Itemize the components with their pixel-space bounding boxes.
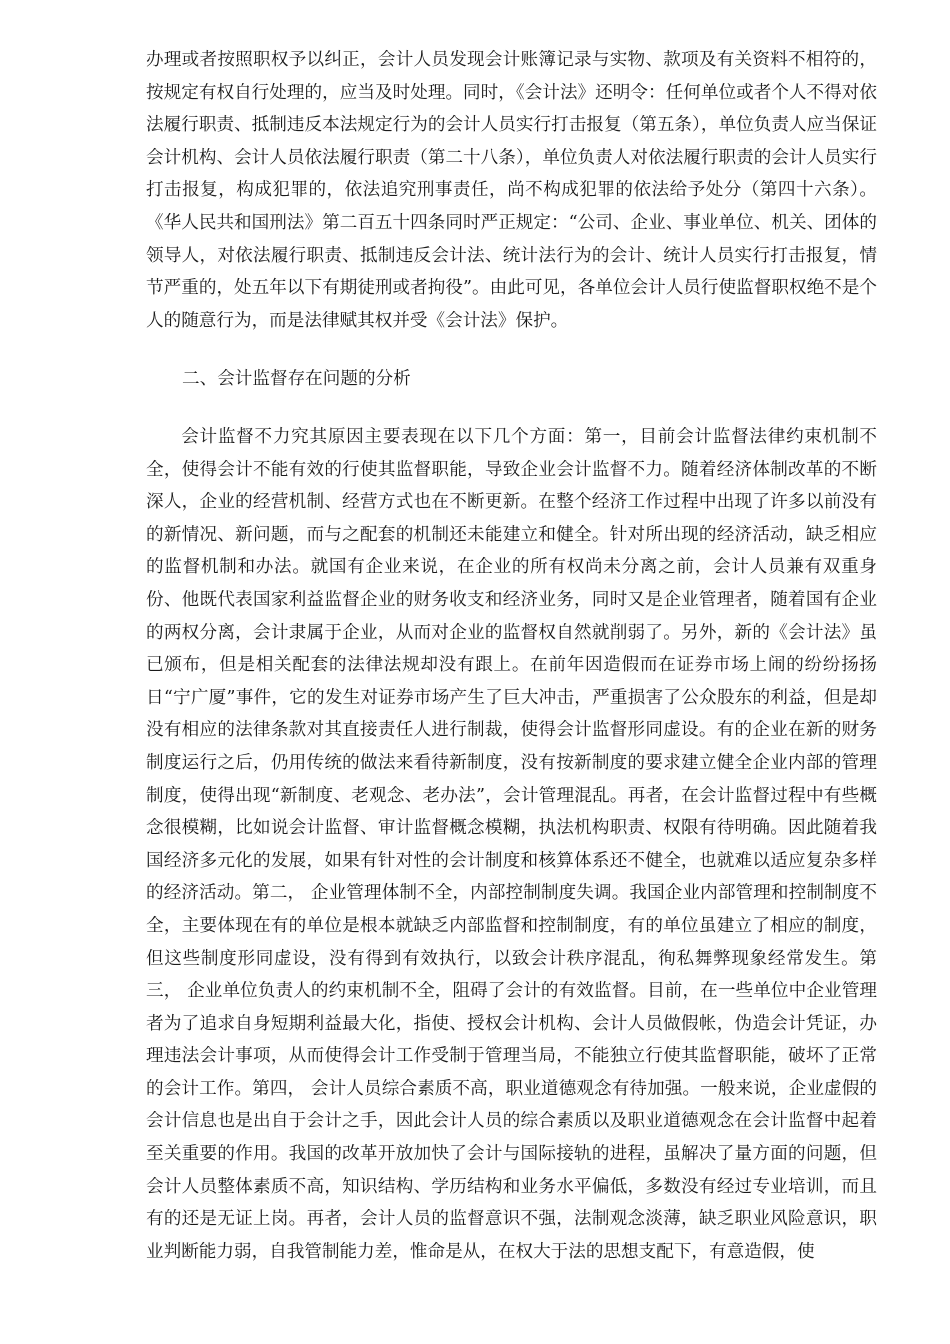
body-paragraph-analysis: 会计监督不力究其原因主要表现在以下几个方面：第一，目前会计监督法律约束机制不全，使得会计不能有效的行使其监督职能，导致企业会计监督不力。随着经济体制改革的不断深人，企业的经营机制、经营方式也在不断更新。在整个经济工作过程中出现了许多以前没有的新情况、新问题，而与之配套的机制还未能建立和健全。针对所出现的经济活动，缺乏相应的监督机制和办法。就国有企业来说，在企业的所有权尚未分离之前，会计人员兼有双重身份、他既代表国家利益监督企业的财务收支和经济业务，同时又是企业管理者，随着国有企业的两权分离，会计隶属于企业，从而对企业的监督权自然就削弱了。另外，新的《会计法》虽已颁布，但是相关配套的法律法规却没有跟上。在前年因造假而在证券市场上闹的纷纷扬扬日“宁广厦”事件，它的发生对证券市场产生了巨大冲击，严重损害了公众股东的利益，但是却没有相应的法律条款对其直接责任人进行制裁，使得会计监督形同虚设。有的企业在新的财务制度运行之后，仍用传统的做法来看待新制度，没有按新制度的要求建立健全企业内部的管理制度，使得出现“新制度、老观念、老办法”，会计管理混乱。再者，在会计监督过程中有些概念很模糊，比如说会计监督、审计监督概念模糊，执法机构职责、权限有待明确。因此随着我国经济多元化的发展，如果有针对性的会计制度和核算体系还不健全，也就难以适应复杂多样的经济活动。第二， 企业管理体制不全，内部控制制度失调。我国企业内部管理和控制制度不全，主要体现在有的单位是根本就缺乏内部监督和控制制度，有的单位虽建立了相应的制度，但这些制度形同虚设，没有得到有效执行，以致会计秩序混乱，徇私舞弊现象经常发生。第三， 企业单位负责人的约束机制不全，阻碍了会计的有效监督。目前，在一些单位中企业管理者为了追求自身短期利益最大化，指使、授权会计机构、会计人员做假帐，伪造会计凭证，办理违法会计事项，从而使得会计工作受制于管理当局，不能独立行使其监督职能，破坏了正常的会计工作。第四， 会计人员综合素质不高，职业道德观念有待加强。一般来说，企业虚假的会计信息也是出自于会计之手，因此会计人员的综合素质以及职业道德观念在会计监督中起着至关重要的作用。我国的改革开放加快了会计与国际接轨的进程，虽解决了量方面的问题，但会计人员整体素质不高，知识结构、学历结构和业务水平偏低，多数没有经过专业培训，而且有的还是无证上岗。再者，会计人员的监督意识不强，法制观念淡薄，缺乏职业风险意识，职业判断能力弱，自我管制能力差，惟命是从，在权大于法的思想支配下，有意造假，使 — [146, 427, 877, 1262]
section-heading: 二、会计监督存在问题的分析 — [182, 369, 411, 389]
body-paragraph-continued: 办理或者按照职权予以纠正，会计人员发现会计账簿记录与实物、款项及有关资料不相符的，按规定有权自行处理的，应当及时处理。同时，《会计法》还明令：任何单位或者个人不得对依法履行职责、抵制违反本法规定行为的会计人员实行打击报复（第五条），单位负责人应当保证会计机构、会计人员依法履行职责（第二十八条），单位负责人对依法履行职责的会计人员实行打击报复，构成犯罪的，依法追究刑事责任，尚不构成犯罪的依法给予处分（第四十六条）。《华人民共和国刑法》第二百五十四条同时严正规定：“公司、企业、事业单位、机关、团体的领导人，对依法履行职责、抵制违反会计法、统计法行为的会计、统计人员实行打击报复，情节严重的，处五年以下有期徒刑或者拘役”。由此可见，各单位会计人员行使监督职权绝不是个人的随意行为，而是法律赋其权并受《会计法》保护。 — [146, 50, 877, 331]
